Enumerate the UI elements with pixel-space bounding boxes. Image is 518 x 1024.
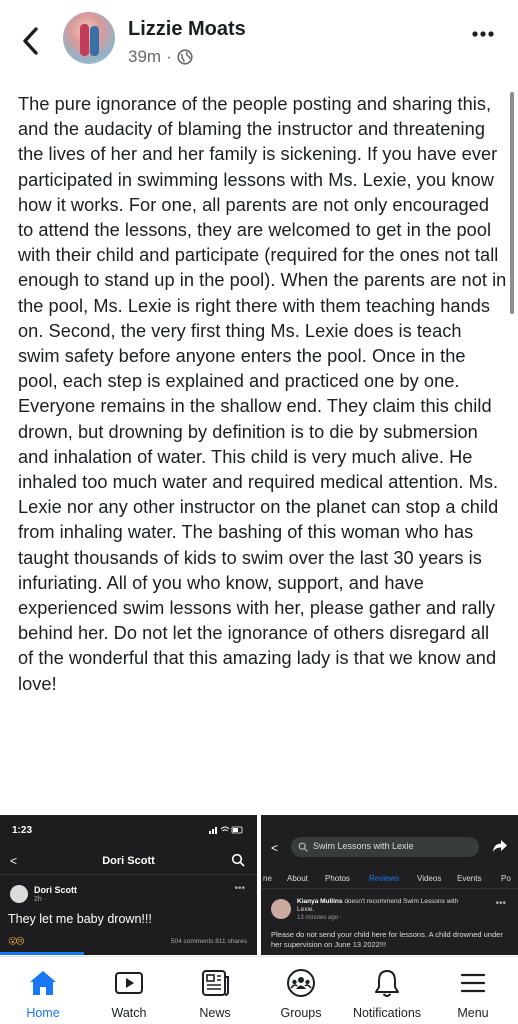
profile-title: Dori Scott bbox=[102, 855, 155, 867]
screenshot-dori-scott[interactable] bbox=[0, 815, 257, 955]
back-icon: < bbox=[10, 854, 18, 868]
tab-reviews: Reviews bbox=[369, 874, 400, 883]
nav-news-label: News bbox=[199, 1006, 231, 1020]
post-header bbox=[0, 0, 518, 82]
more-options-icon: ••• bbox=[495, 898, 506, 909]
search-field bbox=[291, 837, 479, 857]
search-icon bbox=[298, 842, 308, 852]
search-icon bbox=[231, 853, 245, 867]
status-icons bbox=[209, 825, 243, 837]
nav-watch[interactable] bbox=[86, 957, 172, 1024]
nav-notifications-label: Notifications bbox=[352, 1006, 422, 1020]
groups-icon bbox=[285, 967, 317, 999]
tab: ne bbox=[263, 874, 272, 883]
review-header bbox=[297, 898, 477, 914]
bell-icon bbox=[372, 967, 402, 999]
nav-menu[interactable] bbox=[430, 957, 516, 1024]
meta-separator: · bbox=[166, 47, 172, 66]
tab-photos: Photos bbox=[325, 874, 350, 883]
bottom-navigation bbox=[0, 956, 518, 1024]
search-text: Swim Lessons with Lexie bbox=[313, 841, 414, 851]
avatar bbox=[271, 899, 291, 919]
post-images[interactable] bbox=[0, 815, 518, 955]
accent-bar bbox=[0, 952, 84, 955]
engagement-counts: 504 comments 811 shares bbox=[170, 938, 247, 945]
more-options-icon[interactable] bbox=[470, 24, 496, 44]
review-action: doesn't recommend Swim Lessons with Lexie. bbox=[297, 898, 459, 913]
nav-home[interactable] bbox=[0, 957, 86, 1024]
scrollbar[interactable] bbox=[510, 92, 514, 314]
author-avatar[interactable] bbox=[63, 12, 115, 64]
nav-notifications[interactable] bbox=[344, 957, 430, 1024]
globe-icon bbox=[177, 49, 193, 65]
nav-groups-label: Groups bbox=[280, 1006, 322, 1020]
screenshot-reviews[interactable] bbox=[261, 815, 518, 955]
reactions-icon: 😮😢 bbox=[8, 936, 23, 946]
post-author: Dori Scott bbox=[34, 885, 78, 895]
review-time: 13 minutes ago · bbox=[297, 915, 342, 921]
post-time[interactable]: 39m bbox=[128, 47, 162, 66]
status-time: 1:23 bbox=[12, 825, 33, 836]
avatar bbox=[10, 885, 28, 903]
watch-icon bbox=[113, 968, 145, 998]
back-icon: < bbox=[271, 841, 279, 855]
screenshot-nav-bar bbox=[0, 847, 257, 875]
post-text: The pure ignorance of the people posting and sharing this, and the audacity of blaming the instructor and threatening the lives of her and her family is sickening. If you have ever participated in swimming lessons with Ms. Lexie, you know how it works. For one, all parents are not only encouraged to attend the lessons, they are welcomed to get in the pool with their child and participate (required for the ones not tall enough to stand up in the pool). When the parents are not in the pool, Ms. Lexie is right there with them teaching hands on. Second, the very first thing Ms. Lexie does is teach swim safety before anyone enters the pool. Once in the pool, each step is explained and practiced one by one. Everyone remains in the shallow end. They claim this child drown, but drowning by definition is to die by submersion and inhalation of water. This child is very much alive. He inhaled too much water and required medical attention. Ms. Lexie nor any other instructor on the planet can stop a child from inhaling water. The bashing of this woman who has taught thousands of kids to swim over the last 30 years is infuriating. All of you who know, support, and have experienced swim lessons with her, please gather and rally behind her. Do not let the ignorance of others disregard all of the wonderful that this amazing lady is that we know and love! bbox=[18, 94, 507, 694]
nav-menu-label: Menu bbox=[457, 1006, 489, 1020]
signal-icon bbox=[209, 825, 243, 834]
tab-about: About bbox=[287, 874, 308, 883]
post-meta bbox=[128, 47, 193, 67]
tab-videos: Videos bbox=[417, 874, 442, 883]
author-name[interactable]: Lizzie Moats bbox=[128, 18, 246, 40]
post-time: 2h · bbox=[34, 896, 47, 903]
menu-icon bbox=[458, 968, 488, 998]
reviewer-name: Kianya Mullins bbox=[297, 898, 343, 905]
tab-events: Events bbox=[457, 874, 482, 883]
post-text: They let me baby drown!!! bbox=[8, 912, 152, 926]
more-options-icon: ••• bbox=[234, 883, 245, 894]
nav-groups[interactable] bbox=[258, 957, 344, 1024]
tab: Po bbox=[501, 874, 511, 883]
back-arrow-icon[interactable] bbox=[18, 24, 44, 58]
nav-watch-label: Watch bbox=[111, 1006, 147, 1020]
nav-home-label: Home bbox=[26, 1006, 60, 1020]
home-icon bbox=[28, 968, 58, 998]
nav-news[interactable] bbox=[172, 957, 258, 1024]
review-text: Please do not send your child here for lessons. A child drowned under her supervision on June 13 2022!!! bbox=[271, 930, 503, 949]
share-icon bbox=[492, 839, 508, 853]
page-tabs bbox=[261, 871, 518, 889]
news-icon bbox=[199, 968, 231, 998]
